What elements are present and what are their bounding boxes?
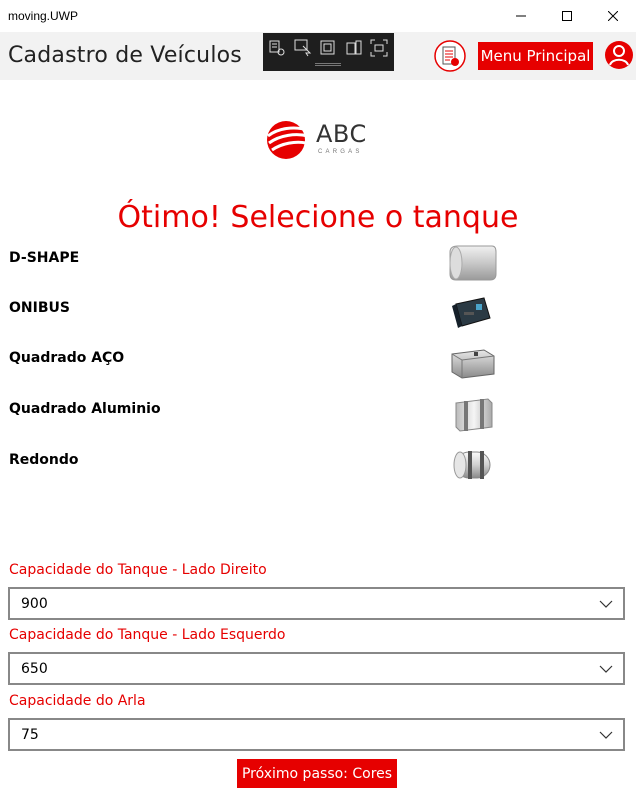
capacidade-arla-value: 75 — [21, 727, 39, 743]
redondo-tank-image[interactable] — [446, 442, 498, 486]
menu-principal-button[interactable]: Menu Principal — [478, 42, 593, 70]
capacidade-arla-label: Capacidade do Arla — [9, 693, 146, 709]
quadrado-aco-tank-image[interactable] — [446, 340, 498, 384]
abc-cargas-logo — [266, 118, 370, 164]
live-tree-icon[interactable] — [268, 39, 286, 57]
capacidade-esquerdo-value: 650 — [21, 661, 48, 677]
tank-option-redondo[interactable] — [0, 452, 636, 502]
capacidade-direito-label: Capacidade do Tanque - Lado Direito — [9, 562, 267, 578]
chevron-down-icon — [599, 663, 613, 675]
capacidade-arla-select[interactable] — [8, 718, 625, 751]
maximize-button[interactable] — [544, 0, 590, 32]
window-title-bar — [0, 0, 636, 32]
chevron-down-icon — [599, 598, 613, 610]
quadrado-aluminio-tank-image[interactable] — [446, 391, 498, 435]
display-layout-icon[interactable] — [319, 39, 337, 57]
maximize-icon — [562, 11, 572, 21]
tank-selection-heading: Ótimo! Selecione o tanque — [117, 200, 519, 235]
tank-option-quadrado-aluminio[interactable] — [0, 401, 636, 451]
capacidade-direito-select[interactable] — [8, 587, 625, 620]
track-focus-icon[interactable] — [345, 39, 363, 57]
close-icon — [608, 11, 618, 21]
minimize-icon — [516, 11, 526, 21]
tank-option-quadrado-aco[interactable] — [0, 350, 636, 400]
page-title: Cadastro de Veículos — [8, 43, 242, 68]
tank-option-label: Quadrado AÇO — [9, 350, 125, 366]
window-title: moving.UWP — [8, 9, 79, 23]
tank-option-label: Quadrado Aluminio — [9, 401, 161, 417]
minimize-button[interactable] — [498, 0, 544, 32]
debug-toolbar — [263, 33, 394, 71]
d-shape-tank-image[interactable] — [446, 240, 498, 284]
capacidade-esquerdo-label: Capacidade do Tanque - Lado Esquerdo — [9, 627, 286, 643]
logo-mark-icon — [266, 118, 310, 162]
select-element-icon[interactable] — [294, 39, 312, 57]
capacidade-esquerdo-select[interactable] — [8, 652, 625, 685]
next-step-button[interactable]: Próximo passo: Cores — [237, 759, 397, 788]
tank-option-d-shape[interactable] — [0, 250, 636, 300]
tank-option-label: D-SHAPE — [9, 250, 80, 266]
onibus-tank-image[interactable] — [446, 290, 498, 334]
close-button[interactable] — [590, 0, 636, 32]
accessibility-scan-icon[interactable] — [370, 39, 388, 57]
logo-subtitle: CARGAS — [318, 149, 363, 155]
toolbar-grip[interactable] — [315, 63, 341, 66]
tank-option-onibus[interactable] — [0, 300, 636, 350]
report-checklist-icon[interactable] — [434, 40, 466, 72]
logo-name: ABC — [316, 120, 367, 148]
chevron-down-icon — [599, 729, 613, 741]
tank-option-label: Redondo — [9, 452, 79, 468]
tank-option-label: ONIBUS — [9, 300, 70, 316]
user-icon[interactable] — [604, 40, 634, 70]
capacidade-direito-value: 900 — [21, 596, 48, 612]
